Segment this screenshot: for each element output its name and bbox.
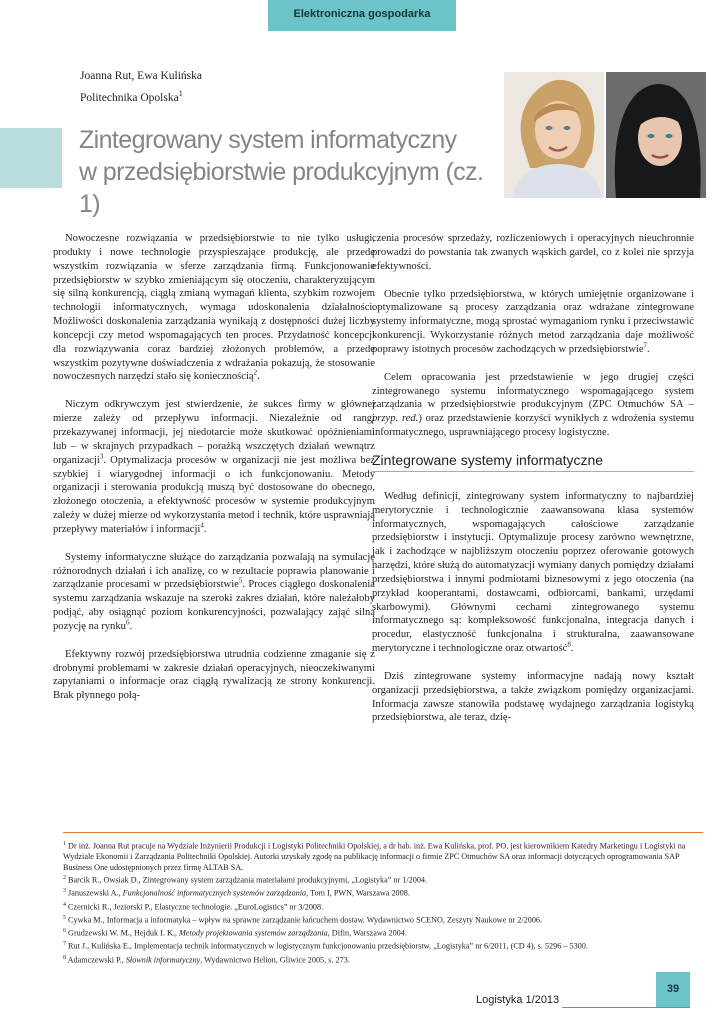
paragraph-text: ) oraz przedstawienie korzyści wynikłych z wdrożenia systemu informatycznego, usprawniającego procesy logistyczne. — [372, 413, 695, 439]
footnote — [63, 913, 703, 926]
footnote-mark: 1 — [178, 89, 183, 98]
paragraph-text: Według definicji, zintegrowany system informatyczny to najbardziej merytorycznie i technologicznie zaawansowana klasa systemów informatycznych, wspomagających całościowe zarządzanie przedsiębiorstw i instytucji. Optymalizuje procesy zarówno wewnętrzne, jak i zachodzące w najbliższym otoczeniu poprzez oferowanie gotowych narzędzi, które służą do automatyzacji wymiany danych pomiędzy działami przedsiębiorstwa i innymi podmiotami biznesowymi z jego otoczenia (na przykład kooperantami, dostawcami, odbiorcami, bankami, urzędami skarbowymi). Głównymi cechami zintegrowanego systemu informatycznego są: kompleksowość funkcjonalna, integracja danych i procedur, elastyczność funkcjonalna i strukturalna, zaawansowane merytoryczne i technologiczne oraz otwartość — [372, 490, 694, 655]
paragraph-text: Niczym odkrywczym jest stwierdzenie, że sukces firmy w głównej mierze zależy od przepływu informacji. Niezależnie od rangi przekazywanej informacji, jej niedotarcie może skutkować opóźnieniami lub – w skrajnych przypadkach – porażką wszczętych działań wewnątrz organizacji — [53, 399, 375, 466]
footnote-ref: 3 — [99, 452, 104, 461]
title-line-1: Zintegrowany system informatyczny — [79, 126, 457, 154]
paragraph-text: Nowoczesne rozwiązania w przedsiębiorstwie to nie tylko usługi, produkty i nowe technologie przyspieszające produkcję, ale przede wszystkim rozwiązania w sferze zarządzania firmą. Funkcjonowanie przedsiębiorstw w szybko zmieniającym się otoczeniu, charakteryzującym się silną konkurencją, ciągłą zmianą wymagań klienta, szybkim rozwojem technologii informatycznych, wymaga udoskonalenia działalności. Możliwości doskonalenia zarządzania wynikają z dostępności dużej liczby koncepcji czy metod wspomagających ten proces. Przydatność koncepcji dla rozwiązywania coraz bardziej złożonych problemów, a przede wszystkim pozytywne doświadczenia z wdrażania pokazują, że stosowanie nowoczesnych narzędzi stało się koniecznością — [53, 233, 375, 383]
footnote-ref: 6 — [125, 618, 130, 627]
footnotes — [63, 832, 703, 966]
footnote-ref: 5 — [238, 576, 243, 585]
footnote — [63, 953, 703, 966]
paragraph-text: Obecnie tylko przedsiębiorstwa, w których umiejętnie organizowane i optymalizowane są procesy zarządzania oraz wdrażane zintegrowane systemy informatyczne, mogą sprostać wymaganiom rynku i przeciwstawić konkurencji. Wykorzystanie różnych metod zarządzania daje możliwość poprawy istotnych procesów zachodzących w przedsiębiorstwie — [372, 288, 694, 355]
journal-issue-label: Logistyka 1/2013 — [476, 994, 560, 1006]
paragraph: Obecnie tylko przedsiębiorstwa, w których umiejętnie organizowane i optymalizowane są procesy zarządzania oraz wdrażane zintegrowane systemy informatyczne, mogą sprostać wymaganiom rynku i przeciwstawić konkurencji. Wykorzystanie różnych metod zarządzania daje możliwość poprawy istotnych procesów zachodzących w przedsiębiorstwie$^7$. — [372, 288, 694, 355]
footnote-text: Barcik R., Owsiak D., Zintegrowany system zarządzania materiałami produkcyjnymi, „Logistyka” nr 1/2004. — [68, 875, 428, 885]
paragraph-text: . Proces ciągłego doskonalenia systemu zarządzania wskazuje na szeroki zakres działań, które należałoby podjąć, aby osiągnąć poziom konkurencyjności, pozwalający zająć silną pozycję na rynku — [53, 579, 375, 632]
article-title — [79, 124, 499, 220]
footnote-number: 3 — [63, 888, 66, 895]
footer-rule — [562, 1007, 690, 1008]
portrait-illustration-1 — [504, 72, 604, 198]
section-heading: Zintegrowane systemy informatyczne — [372, 454, 694, 472]
footnote — [63, 926, 703, 939]
footnote-ref: 4 — [200, 521, 204, 530]
footnote-text: Cywka M., Informacja a informatyka – wpływ na sprawne zarządzanie łańcuchem dostaw. Wydawnictwo SCENO, Zeszyty Naukowe nr 2/2006. — [68, 915, 543, 925]
author-photo-1 — [504, 72, 604, 198]
footnote — [63, 939, 703, 952]
footnote-number: 8 — [63, 954, 66, 961]
paragraph — [372, 232, 694, 274]
footnote — [63, 873, 703, 886]
editor-note: przyp. red. — [372, 413, 419, 425]
author-names: Joanna Rut, Ewa Kulińska — [80, 70, 203, 82]
paragraph-text: czenia procesów sprzedaży, rozliczeniowych i operacyjnych nieuchronnie prowadzi do powstania tak zwanych wąskich gardel, co z kolei nie sprzyja efektywności. — [372, 233, 694, 272]
footnote-title: Słownik informatyczny — [125, 955, 201, 965]
paragraph: Systemy informatyczne służące do zarządzania pozwalają na symulację różnorodnych działań i ich analizę, co w rezultacie poprawia planowanie i zarządzanie procesami w przedsiębiorstwie$^5$. Proces ciągłego doskonalenia systemu zarządzania wskazuje na szeroki zakres działań, które należałoby podjąć, aby osiągnąć poziom konkurencyjności, pozwalający zająć silną pozycję na rynku$^6$. — [53, 551, 375, 632]
portrait-illustration-2 — [606, 72, 706, 198]
footnote-number: 1 — [63, 841, 66, 847]
footnote-ref: 2 — [253, 368, 258, 377]
footnote-number: 5 — [63, 914, 66, 921]
paragraph: Niczym odkrywczym jest stwierdzenie, że sukces firmy w głównej mierze zależy od przepływu informacji. Niezależnie od rangi przekazywanej informacji, jej niedotarcie może skutkować opóźnieniami lub – w skrajnych przypadkach – porażką wszczętych działań wewnątrz organizacji$^3$. Optymalizacja procesów w organizacji nie jest możliwa bez szybkiej i wiarygodnej informacji o ich funkcjonowaniu. Metody organizacji i sterowania produkcją muszą być dostosowane do obecnego, złożonego otoczenia, a efektywność procesów w systemie produkcyjnym zależy w dużej mierze od wykorzystania metod i technik, które usprawniają przepływy materiałów i informacji$^4$. — [53, 399, 375, 535]
footnote-text: Dr inż. Joanna Rut pracuje na Wydziale Inżynierii Produkcji i Logistyki Politechniki Opolskiej, a dr hab. inż. Ewa Kulińska, prof. PO, jest kierownikiem Katedry Marketingu i Logistyki na Wydziale Ekonomii i Zarządzania Politechniki Opolskiej. Autorki uzyskały zgodę na publikację informacji o firmie ZPC Otmuchów SA oraz informacji dotyczących oprogramowania SAP Business One udostępnionych przez firmę ALTAB SA. — [63, 841, 686, 872]
footnote-text: Czernicki R., Jeziorski P., Elastyczne technologie. „EuroLogistics” nr 3/2008. — [68, 902, 324, 912]
page-number: 39 — [656, 972, 690, 1007]
footnote — [63, 900, 703, 913]
section-label: Elektroniczna gospodarka — [293, 8, 431, 20]
paragraph-text: Efektywny rozwój przedsiębiorstwa utrudnia codzienne zmaganie się z drobnymi problemami w zakresie działań operacyjnych, nieoczekiwanymi zapytaniami o informacje oraz ciągłą rywalizacją ze strony konkurencji. Brak płynnego połą- — [53, 648, 375, 702]
footnote-text: Rut J., Kulińska E., Implementacja technik informatycznych w logistycznym funkcjonowaniu przedsiębiorstw, „Logistyka” nr 6/2011, (CD 4), s. 5296 – 5300. — [68, 942, 588, 952]
section-header-bar — [268, 0, 456, 31]
footnote-title: Funkcjonalność informatycznych systemów zarządzania — [122, 889, 307, 899]
paragraph-text: Systemy informatyczne służące do zarządzania pozwalają na symulację różnorodnych działań i ich analizę, co w rezultacie poprawia planowanie i zarządzanie procesami w przedsiębiorstwie — [53, 551, 375, 591]
author-affiliation-line — [80, 85, 202, 107]
right-column — [372, 232, 694, 725]
paragraph — [53, 648, 375, 703]
footnote-ref: 7 — [643, 341, 648, 350]
paragraph-text: . Optymalizacja procesów w organizacji nie jest możliwa bez szybkiej i wiarygodnej informacji o ich funkcjonowaniu. Metody organizacji i sterowania produkcją muszą być dostosowane do obecnego, złożonego otoczenia, a efektywność procesów w systemie produkcyjnym zależy w dużej mierze od wykorzystania metod i technik, które usprawniają przepływy materiałów i informacji — [53, 454, 375, 535]
title-accent-block — [0, 128, 62, 188]
paragraph — [372, 670, 694, 725]
footnote-number: 6 — [63, 928, 66, 935]
paragraph — [372, 371, 694, 440]
footnote-ref: 8 — [567, 640, 571, 649]
footnote-number: 2 — [63, 875, 66, 882]
footnote-text: , Tom I, PWN, Warszawa 2008. — [306, 889, 410, 899]
paragraph-text: Dziś zintegrowane systemy informacyjne nadają nowy kształt organizacji przedsiębiorstwa, a także związkom pomiędzy organizacjami. Informacja zawsze stanowiła podstawę wydajnego zarządzania logistyką przedsiębiorstwa, ale teraz, dzię- — [372, 670, 694, 724]
author-block — [80, 68, 202, 107]
author-photo-2 — [606, 72, 706, 198]
footnote-text: Januszewski A., — [68, 889, 123, 899]
footnote — [63, 839, 703, 873]
paragraph: Nowoczesne rozwiązania w przedsiębiorstwie to nie tylko usługi, produkty i nowe technologie przyspieszające produkcję, ale przede wszystkim rozwiązania w sferze zarządzania firmą. Funkcjonowanie przedsiębiorstw w szybko zmieniającym się otoczeniu, charakteryzującym się silną konkurencją, ciągłą zmianą wymagań klienta, szybkim rozwojem technologii informatycznych, wymaga udoskonalenia działalności. Możliwości doskonalenia zarządzania wynikają z dostępności dużej liczby koncepcji czy metod wspomagających ten proces. Przydatność koncepcji dla rozwiązywania coraz bardziej złożonych problemów, a przede wszystkim pozytywne doświadczenia z wdrażania pokazują, że stosowanie nowoczesnych narzędzi stało się koniecznością$^2$. — [53, 233, 375, 383]
title-line-2: w przedsiębiorstwie produkcyjnym (cz. 1) — [79, 158, 484, 218]
footnote-text: Grudzewski W. M., Hejduk I. K., — [68, 928, 180, 938]
footnote-number: 4 — [63, 901, 66, 908]
footnote-text: , Difin, Warszawa 2004. — [327, 928, 407, 938]
author-affiliation: Politechnika Opolska — [80, 91, 179, 104]
footnote-text: , Wydawnictwo Helion, Gliwice 2005, s. 273. — [200, 955, 350, 965]
footnote-number: 7 — [63, 941, 66, 948]
footnote-text: Adamczewski P., — [67, 955, 126, 965]
footnote-title: Metody projektowania systemów zarządzania — [179, 928, 328, 938]
footnote — [63, 886, 703, 899]
paragraph: Według definicji, zintegrowany system informatyczny to najbardziej merytorycznie i technologicznie zaawansowana klasa systemów informatycznych, wspomagających całościowe zarządzanie przedsiębiorstw i instytucji. Optymalizuje procesy zarówno wewnętrzne, jak i zachodzące w najbliższym otoczeniu poprzez oferowanie gotowych narzędzi, które służą do automatyzacji wymiany danych pomiędzy działami przedsiębiorstwa i innymi podmiotami biznesowymi z jego otoczenia (na przykład kooperantami, dostawcami, odbiorcami, bankami, urzędami skarbowymi). Głównymi cechami zintegrowanego systemu informatycznego są: kompleksowość funkcjonalna, integracja danych i procedur, elastyczność funkcjonalna i strukturalna, zaawansowane merytoryczne i technologiczne oraz otwartość$^8$. — [372, 490, 694, 655]
left-column — [53, 232, 375, 703]
paragraph-text: Celem opracowania jest przedstawienie w jego drugiej części zintegrowanego systemu informatycznego wspomagającego system zarządzania w przedsiębiorstwie produkcyjnym (ZPC Otmuchów SA – — [372, 371, 694, 411]
